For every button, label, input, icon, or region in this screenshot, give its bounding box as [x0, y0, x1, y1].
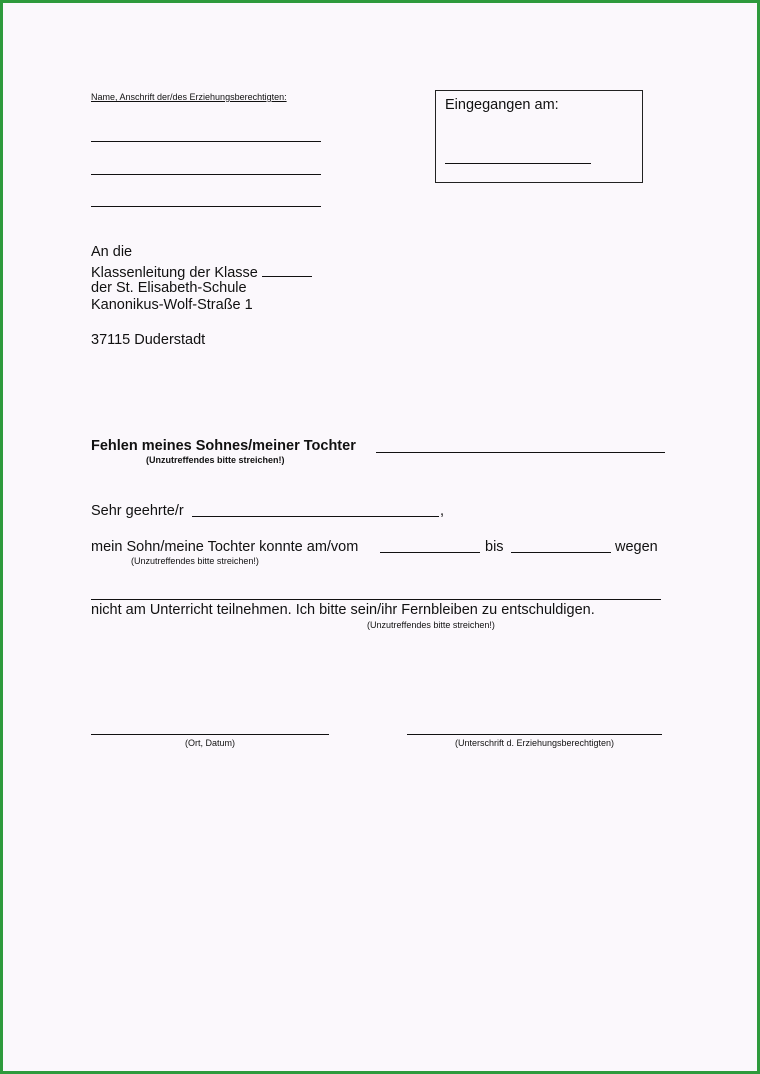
guardian-line-1[interactable] [91, 141, 321, 142]
salutation: Sehr geehrte/r [91, 503, 184, 519]
recipient-city: 37115 Duderstadt [91, 332, 206, 348]
guardian-label: Name, Anschrift der/des Erziehungsberechtigten: [91, 92, 287, 102]
received-date-line[interactable] [445, 163, 591, 164]
sentence-end: nicht am Unterricht teilnehmen. Ich bitte sein/ihr Fernbleiben zu entschuldigen. [91, 602, 595, 618]
received-label: Eingegangen am: [445, 97, 559, 113]
guardian-line-3[interactable] [91, 206, 321, 207]
recipient-line-2 [91, 262, 312, 281]
received-box [435, 90, 643, 183]
recipient-line-1: An die [91, 244, 133, 260]
sentence-wegen: wegen [615, 539, 658, 555]
salutation-name-line[interactable] [192, 516, 439, 517]
subject-name-line[interactable] [376, 452, 665, 453]
recipient-line-4: Kanonikus-Wolf-Straße 1 [91, 297, 253, 313]
sentence-note-1: (Unzutreffendes bitte streichen!) [131, 556, 259, 566]
subject-note: (Unzutreffendes bitte streichen!) [146, 455, 285, 465]
reason-line[interactable] [91, 599, 661, 600]
place-date-line[interactable] [91, 734, 329, 735]
date-from-line[interactable] [380, 552, 480, 553]
signature-line[interactable] [407, 734, 662, 735]
class-blank[interactable] [262, 262, 312, 277]
date-to-line[interactable] [511, 552, 611, 553]
salutation-comma: , [440, 503, 445, 519]
recipient-line-3: der St. Elisabeth-Schule [91, 280, 247, 296]
signature-label: (Unterschrift d. Erziehungsberechtigten) [454, 738, 615, 748]
sentence-start: mein Sohn/meine Tochter konnte am/vom [91, 539, 359, 555]
place-date-label: (Ort, Datum) [184, 738, 235, 748]
subject-title: Fehlen meines Sohnes/meiner Tochter [91, 438, 356, 454]
sentence-note-2: (Unzutreffendes bitte streichen!) [367, 620, 495, 630]
guardian-line-2[interactable] [91, 174, 321, 175]
sentence-bis: bis [485, 539, 504, 555]
recipient-class-label: Klassenleitung der Klasse [91, 265, 258, 281]
